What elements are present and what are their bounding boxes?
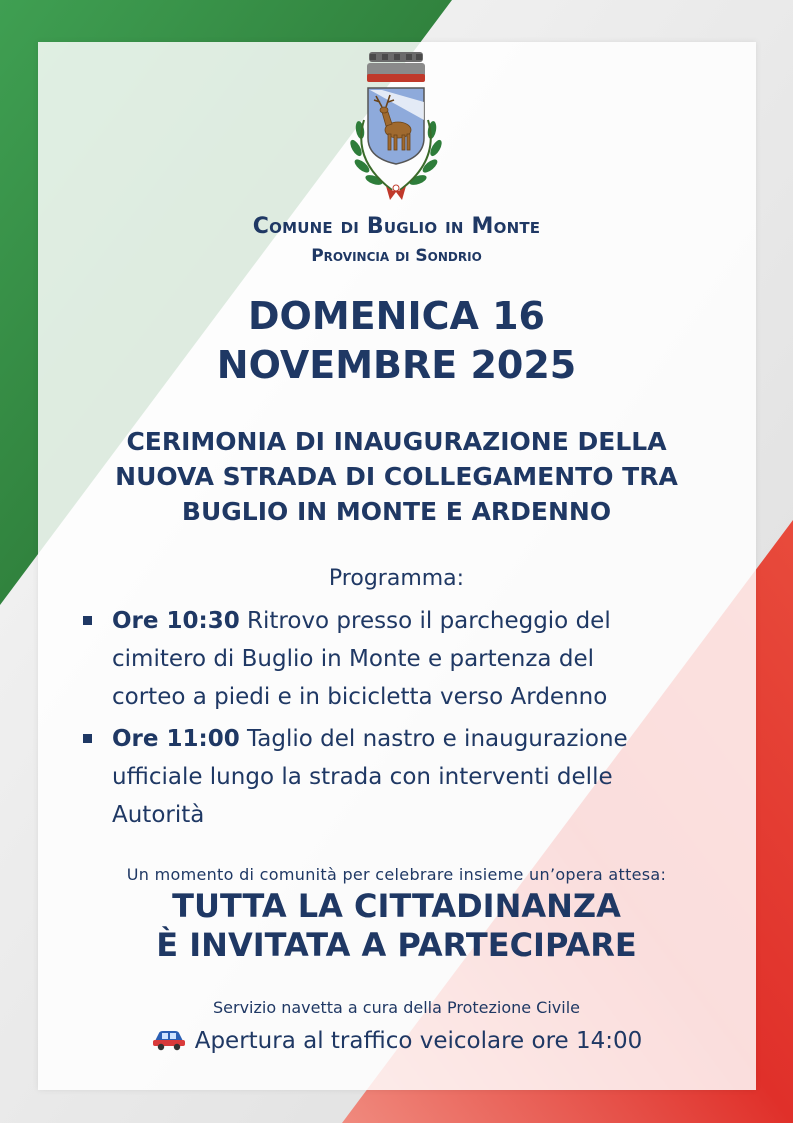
program-time: Ore 11:00: [112, 726, 240, 752]
program-item: [80, 602, 720, 716]
program-text: Ritrovo presso il parcheggio del: [247, 608, 611, 634]
program-text: corteo a piedi e in bicicletta verso Ardenno: [112, 684, 608, 710]
ceremony-line-2: NUOVA STRADA DI COLLEGAMENTO TRA: [115, 462, 678, 491]
car-icon: [151, 1027, 187, 1051]
invite-line-1: TUTTA LA CITTADINANZA: [172, 887, 621, 925]
coat-of-arms-icon: [336, 50, 456, 206]
date-line-2: NOVEMBRE 2025: [216, 343, 577, 387]
program-list: [80, 602, 720, 838]
ceremony-line-3: BUGLIO IN MONTE E ARDENNO: [181, 497, 612, 526]
shuttle-service-text: Servizio navetta a cura della Protezione Civile: [212, 998, 580, 1017]
program-text: Autorità: [112, 802, 205, 828]
traffic-text: Apertura al traffico veicolare ore 14:00: [194, 1028, 643, 1054]
date-line-1: DOMENICA 16: [248, 294, 545, 338]
program-title: Programma:: [328, 566, 465, 591]
province-name: Provincia di Sondrio: [311, 246, 482, 266]
community-moment-text: Un momento di comunità per celebrare insieme un’opera attesa:: [126, 865, 667, 884]
program-text: ufficiale lungo la strada con interventi delle: [112, 764, 613, 790]
invite-line-2: È INVITATA A PARTECIPARE: [156, 926, 637, 964]
traffic-opening: [0, 1028, 793, 1054]
event-date: [0, 292, 793, 390]
square-bullet-icon: [83, 616, 92, 625]
municipality-name: Comune di Buglio in Monte: [252, 214, 541, 239]
invitation-headline: [0, 887, 793, 965]
ceremony-title: [0, 424, 793, 529]
square-bullet-icon: [83, 734, 92, 743]
program-text: cimitero di Buglio in Monte e partenza del: [112, 646, 594, 672]
program-item: [80, 720, 720, 834]
program-text: Taglio del nastro e inaugurazione: [247, 726, 628, 752]
ceremony-line-1: CERIMONIA DI INAUGURAZIONE DELLA: [126, 427, 667, 456]
program-time: Ore 10:30: [112, 608, 240, 634]
